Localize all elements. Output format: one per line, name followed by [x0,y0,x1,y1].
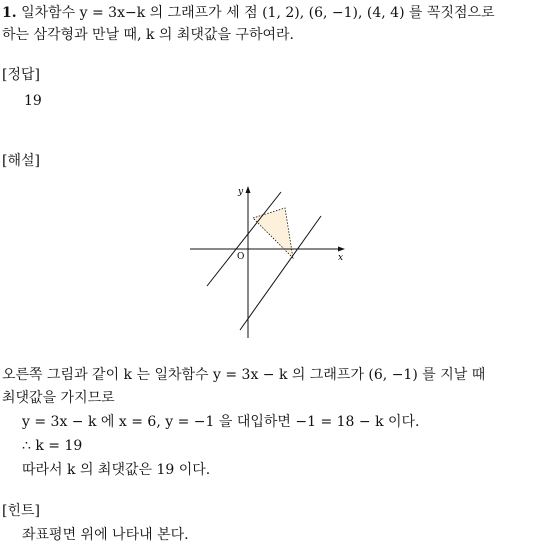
x-axis-label: x [338,253,344,263]
problem-number: 1. [2,5,17,21]
problem-line-1 [2,4,495,22]
answer-value: 19 [24,93,42,109]
line-lower-k [207,192,281,286]
explanation-line-2: 최댓값을 가지므로 [2,390,115,406]
hint-text: 좌표평면 위에 나타내 본다. [22,527,189,543]
origin-label: O [237,252,245,262]
explanation-line-4: ∴ k = 19 [22,438,83,454]
explanation-line-3: y = 3x − k 에 x = 6, y = −1 을 대입하면 −1 = 18 − k 이다. [22,414,420,430]
x-axis-arrow [338,247,345,252]
hint-heading: [힌트] [2,503,40,519]
problem-text-1: 일차함수 y = 3x−k 의 그래프가 세 점 (1, 2), (6, −1), (4, 4) 를 꼭짓점으로 [21,5,495,21]
triangle-region [253,208,293,258]
explanation-line-1: 오른쪽 그림과 같이 k 는 일차함수 y = 3x − k 의 그래프가 (6, −1) 를 지날 때 [2,367,486,383]
y-axis-label: y [238,187,244,197]
y-axis-arrow [246,186,251,193]
graph-figure [185,180,350,342]
explanation-heading: [해설] [2,153,40,169]
problem-text-2: 하는 삼각형과 만날 때, k 의 최댓값을 구하여라. [2,27,294,43]
answer-heading: [정답] [2,67,40,83]
explanation-line-5: 따라서 k 의 최댓값은 19 이다. [22,462,211,478]
